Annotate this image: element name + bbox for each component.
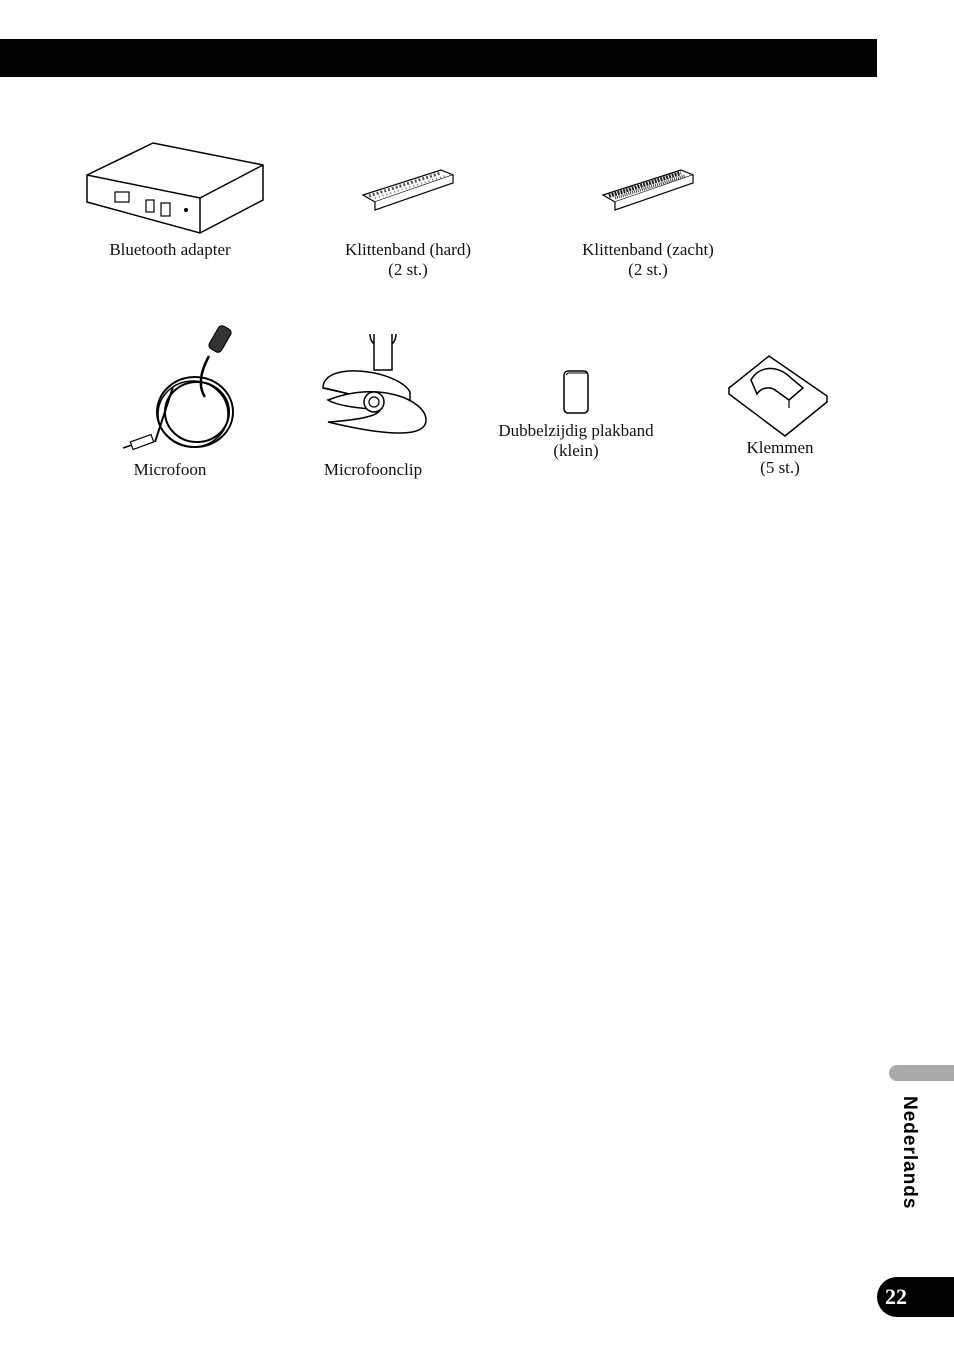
item-label: Bluetooth adapter (109, 240, 231, 259)
item-quantity: (2 st.) (628, 260, 668, 279)
item-velcro-hard (320, 150, 496, 280)
microphone-icon (105, 322, 235, 456)
velcro-soft-icon (593, 150, 703, 236)
language-tab-bar (889, 1065, 954, 1081)
item-quantity: (klein) (553, 441, 599, 460)
item-quantity: (2 st.) (388, 260, 428, 279)
language-label: Nederlands (899, 1096, 920, 1210)
item-label: Microfoon (133, 460, 207, 479)
page-number: 22 (877, 1277, 954, 1317)
velcro-hard-icon (353, 150, 463, 236)
item-microphone (90, 322, 250, 480)
item-label: Klittenband (zacht) (582, 240, 714, 259)
item-label: Klittenband (hard) (344, 240, 472, 259)
item-microphone-clip (300, 330, 446, 480)
bluetooth-adapter-icon (75, 140, 265, 236)
item-velcro-soft (560, 150, 736, 280)
item-label: Klemmen (746, 438, 814, 457)
microphone-clip-icon (318, 330, 428, 456)
item-label: Microfoonclip (323, 460, 423, 479)
clamp-icon (725, 350, 835, 434)
item-quantity: (5 st.) (760, 458, 800, 477)
double-sided-tape-icon (556, 365, 596, 417)
item-label: Dubbelzijdig plakband (498, 421, 654, 440)
item-double-sided-tape (486, 365, 666, 461)
item-bluetooth-adapter (70, 140, 270, 260)
item-clamp (720, 350, 840, 478)
header-bar (0, 39, 877, 77)
